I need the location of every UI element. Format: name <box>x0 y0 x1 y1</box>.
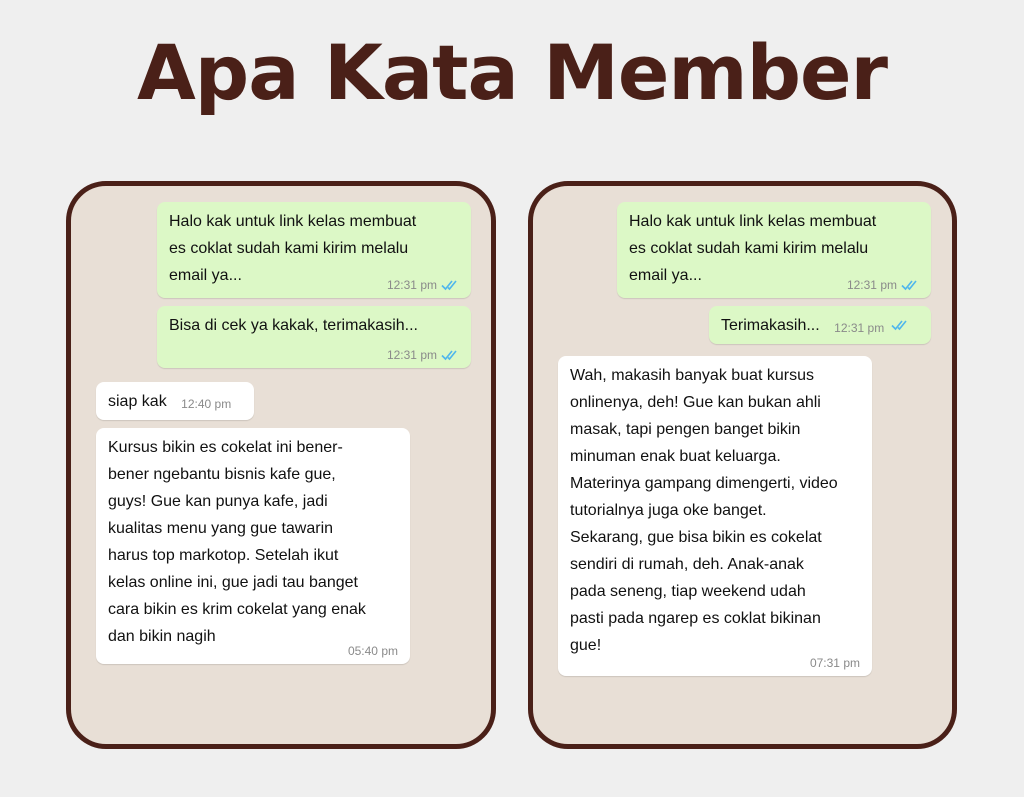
page-title: Apa Kata Member <box>136 28 887 117</box>
outgoing-message <box>157 202 471 298</box>
message-meta <box>387 278 459 292</box>
message-meta <box>847 278 919 292</box>
message-time: 12:31 pm <box>846 278 897 292</box>
double-check-icon <box>441 279 459 291</box>
double-check-icon <box>441 349 459 361</box>
double-check-icon <box>891 319 909 331</box>
outgoing-message <box>617 202 931 298</box>
message-text: Halo kak untuk link kelas membuat es coklat sudah kami kirim melalu email ya... <box>629 213 877 284</box>
double-check-icon <box>901 279 919 291</box>
message-meta <box>348 644 398 658</box>
incoming-message <box>558 356 872 676</box>
message-text: Halo kak untuk link kelas membuat es coklat sudah kami kirim melalu email ya... <box>169 213 417 284</box>
message-text: siap kak <box>108 393 167 410</box>
chat-screenshot-right <box>528 181 957 749</box>
message-meta <box>387 348 459 362</box>
message-text: Bisa di cek ya kakak, terimakasih... <box>169 317 418 334</box>
incoming-message <box>96 428 410 664</box>
message-text: Kursus bikin es cokelat ini bener- bener ngebantu bisnis kafe gue, guys! Gue kan punya kafe, jadi kualitas menu yang gue tawarin harus top markotop. Setelah ikut kelas online ini, gue jadi tau banget cara bikin es krim cokelat yang enak dan bikin nagih <box>108 439 366 645</box>
message-time: 12:31 pm <box>834 321 885 335</box>
outgoing-message <box>709 306 931 344</box>
message-text: Wah, makasih banyak buat kursus onlinenya, deh! Gue kan bukan ahli masak, tapi pengen banget bikin minuman enak buat keluarga. Materinya gampang dimengerti, video tutorialnya juga oke banget. Sekarang, gue bisa bikin es cokelat sendiri di rumah, deh. Anak-anak pada seneng, tiap weekend udah pasti pada ngarep es coklat bikinan gue! <box>570 367 838 654</box>
message-time: 12:31 pm <box>386 278 437 292</box>
message-meta <box>810 656 860 670</box>
message-time: 07:31 pm <box>809 656 860 670</box>
chat-screenshot-left <box>66 181 496 749</box>
message-text: Terimakasih... <box>721 317 820 334</box>
message-time: 12:31 pm <box>386 348 437 362</box>
incoming-message <box>96 382 254 420</box>
outgoing-message <box>157 306 471 368</box>
message-time: 12:40 pm <box>181 397 232 411</box>
message-time: 05:40 pm <box>347 644 398 658</box>
